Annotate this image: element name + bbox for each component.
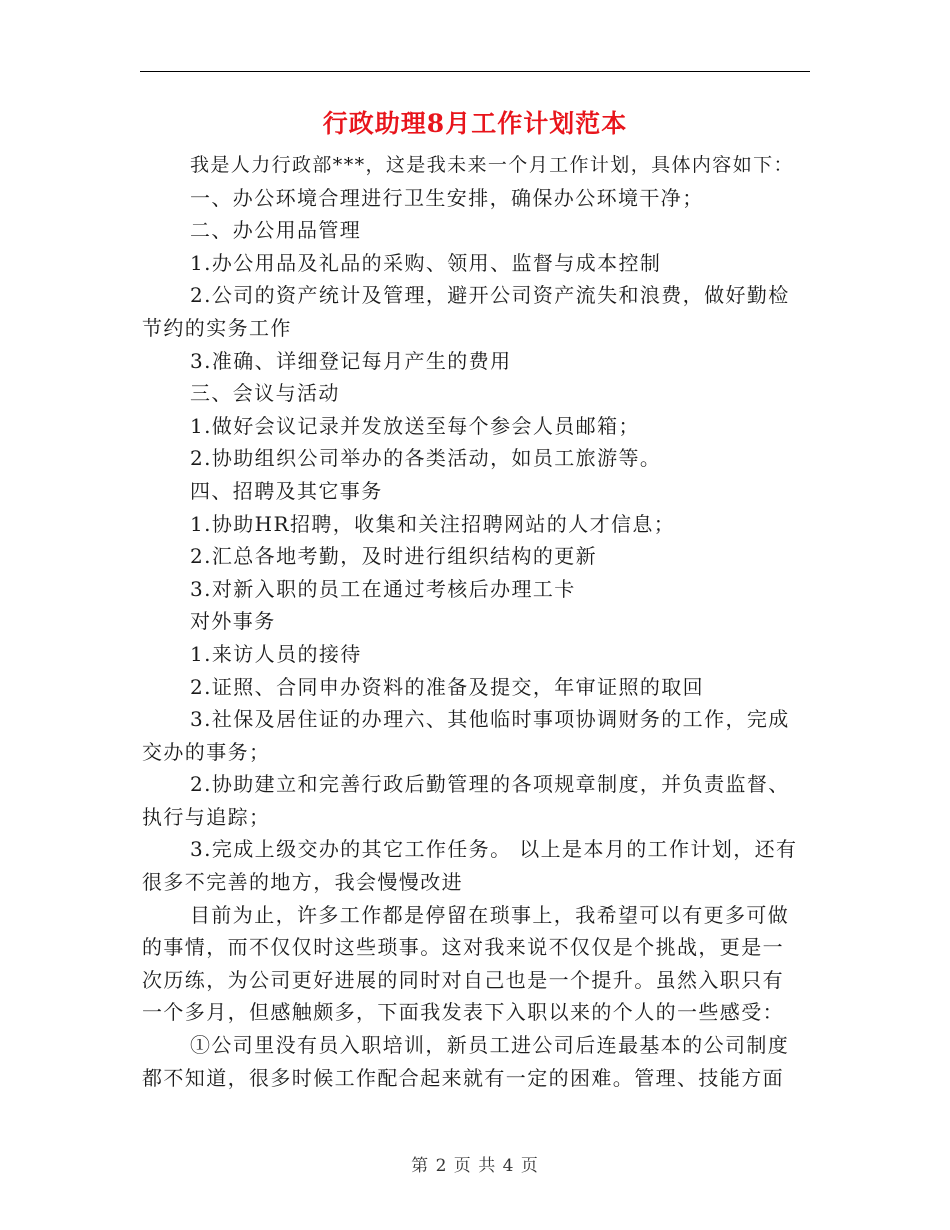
text-line: 的事情，而不仅仅时这些琐事。这对我来说不仅仅是个挑战，更是一 (142, 935, 784, 960)
text-line: 很多不完善的地方，我会慢慢改进 (142, 870, 463, 895)
page-footer: 第 2 页 共 4 页 (411, 1156, 539, 1176)
text-line: 1.办公用品及礼品的采购、领用、监督与成本控制 (190, 250, 662, 275)
text-line: 2.公司的资产统计及管理，避开公司资产流失和浪费，做好勤检 (190, 283, 790, 308)
text-line: 2.汇总各地考勤，及时进行组织结构的更新 (190, 544, 598, 569)
text-line: ①公司里没有员入职培训，新员工进公司后连最基本的公司制度 (190, 1033, 790, 1058)
text-line: 四、招聘及其它事务 (190, 478, 383, 503)
text-line: 对外事务 (190, 609, 276, 634)
text-line: 一、办公环境合理进行卫生安排，确保办公环境干净； (190, 185, 704, 210)
text-line: 都不知道，很多时候工作配合起来就有一定的困难。管理、技能方面 (142, 1065, 784, 1090)
text-line: 次历练，为公司更好进展的同时对自己也是一个提升。虽然入职只有 (142, 967, 784, 992)
text-line: 3.对新入职的员工在通过考核后办理工卡 (190, 576, 576, 601)
text-line: 执行与追踪； (142, 804, 271, 829)
text-line: 节约的实务工作 (142, 315, 292, 340)
text-line: 2.协助建立和完善行政后勤管理的各项规章制度，并负责监督、 (190, 772, 790, 797)
text-line: 目前为止，许多工作都是停留在琐事上，我希望可以有更多可做 (190, 902, 790, 927)
text-line: 我是人力行政部***，这是我未来一个月工作计划，具体内容如下： (190, 154, 794, 176)
text-line: 三、会议与活动 (190, 381, 340, 406)
text-line: 3.社保及居住证的办理六、其他临时事项协调财务的工作，完成 (190, 707, 790, 732)
document-body (142, 149, 808, 1094)
header-rule (140, 71, 810, 72)
document-title: 行政助理8月工作计划范本 (322, 109, 628, 138)
text-line: 一个多月，但感触颇多，下面我发表下入职以来的个人的一些感受： (142, 1000, 784, 1025)
text-line: 3.准确、详细登记每月产生的费用 (190, 348, 512, 373)
text-line: 二、办公用品管理 (190, 218, 362, 243)
text-line: 3.完成上级交办的其它工作任务。 以上是本月的工作计划，还有 (190, 837, 798, 862)
text-line: 1.做好会议记录并发放送至每个参会人员邮箱； (190, 413, 640, 438)
text-line: 1.来访人员的接待 (190, 641, 362, 666)
text-line: 交办的事务； (142, 739, 271, 764)
text-line: 2.证照、合同申办资料的准备及提交，年审证照的取回 (190, 674, 705, 699)
text-line: 1.协助HR招聘，收集和关注招聘网站的人才信息； (190, 511, 676, 536)
text-line: 2.协助组织公司举办的各类活动，如员工旅游等。 (190, 446, 662, 471)
